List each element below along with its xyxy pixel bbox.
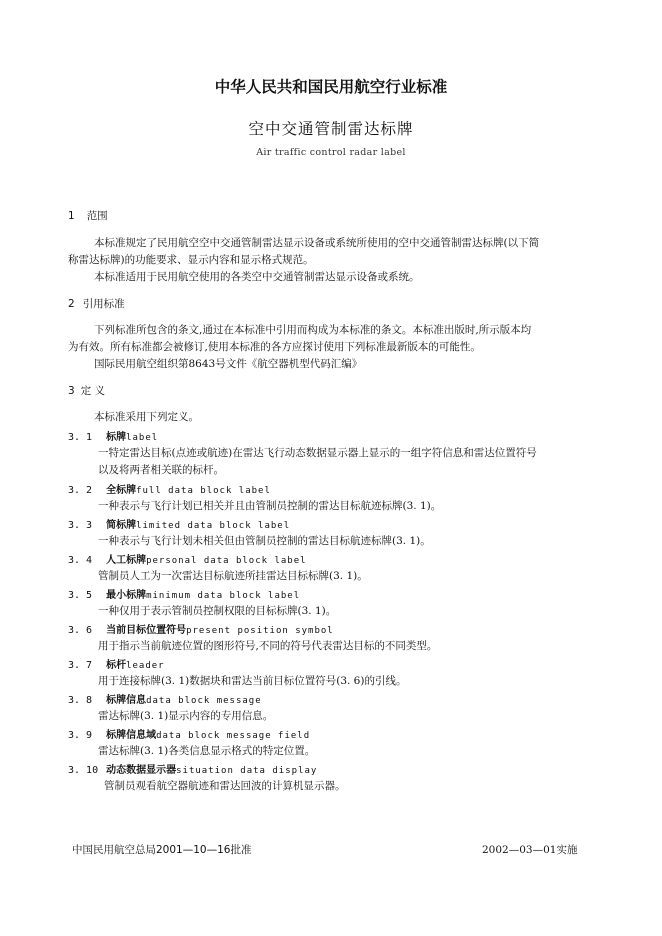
section-heading-scope [68,208,108,223]
definition-number: 3. 6 [68,625,93,636]
section-title: 定 义 [80,385,106,397]
definition-description: 一种仅用于表示管制员控制权限的目标标牌(3. 1)。 [98,605,337,617]
section-title: 范围 [86,210,108,222]
definition-term: 简标牌 [106,520,137,531]
definition-number: 3. 10 [68,765,99,776]
definition-heading [68,428,158,443]
definition-term-english: data block message [146,696,262,706]
section-heading-definitions [68,383,105,398]
standard-category-title: 中华人民共和国民用航空行业标准 [214,78,448,96]
section-title: 引用标准 [82,298,125,310]
effective-date-notice: 2002—03—01实施 [482,844,578,856]
paragraph-line: 本标准规定了民用航空空中交通管制雷达显示设备或系统所使用的空中交通管制雷达标牌(以下简 [94,237,540,249]
section-number: 2 [68,298,75,310]
definition-heading [68,551,307,566]
section-heading-references [68,296,125,311]
approval-notice: 中国民用航空总局2001—10—16批准 [72,844,252,856]
definition-term: 标牌信息域 [106,730,157,741]
definition-heading [68,621,334,636]
definition-term-english: label [126,433,159,443]
definition-term: 标牌信息 [106,695,147,706]
definition-heading [68,761,317,776]
definition-description: 雷达标牌(3. 1)各类信息显示格式的特定位置。 [98,745,316,757]
paragraph-line: 国际民用航空组织第8643号文件《航空器机型代码汇编》 [94,358,363,370]
document-subtitle-english: Air traffic control radar label [256,147,406,158]
definition-number: 3. 5 [68,590,93,601]
definition-term: 人工标牌 [106,555,147,566]
paragraph-line: 下列标准所包含的条文,通过在本标准中引用而构成为本标准的条文。本标准出版时,所示版本均 [94,324,532,336]
definition-term-english: full data block label [136,486,271,496]
definition-term: 最小标牌 [106,590,147,601]
paragraph-line: 本标准采用下列定义。 [94,411,199,423]
definition-heading [68,726,310,741]
definition-description: 一种表示与飞行计划未相关但由管制员控制的雷达目标航迹标牌(3. 1)。 [98,535,431,547]
definition-description: 以及将两者相关联的标杆。 [98,464,224,476]
definition-heading [68,656,165,671]
definition-number: 3. 8 [68,695,93,706]
definition-term: 标牌 [106,432,127,443]
definition-heading [68,586,300,601]
definition-description: 雷达标牌(3. 1)显示内容的专用信息。 [98,710,274,722]
definition-term-english: minimum data block label [146,591,301,601]
definition-number: 3. 1 [68,432,93,443]
paragraph-line: 称雷达标牌)的功能要求、显示内容和显示格式规范。 [68,254,314,266]
definition-term: 全标牌 [106,485,137,496]
section-number: 3 [68,385,75,397]
section-number: 1 [68,210,75,222]
definition-description: 一种表示与飞行计划已相关并且由管制员控制的雷达目标航迹标牌(3. 1)。 [98,500,442,512]
definition-description: 用于连接标牌(3. 1)数据块和雷达当前目标位置符号(3. 6)的引线。 [98,675,407,687]
definition-term-english: present position symbol [186,626,334,636]
document-title: 空中交通管制雷达标牌 [248,120,414,138]
definition-description: 管制员观看航空器航迹和雷达回波的计算机显示器。 [104,780,346,792]
definition-term: 标杆 [106,660,127,671]
definition-number: 3. 3 [68,520,93,531]
definition-number: 3. 7 [68,660,93,671]
definition-term: 动态数据显示器 [106,765,177,776]
definition-description: 一特定雷达目标(点迹或航迹)在雷达飞行动态数据显示器上显示的一组字符信息和雷达位置符号 [98,447,537,459]
definition-number: 3. 4 [68,555,93,566]
definition-term-english: limited data block label [136,521,291,531]
definition-number: 3. 9 [68,730,93,741]
definition-term: 当前目标位置符号 [106,625,187,636]
definition-term-english: personal data block label [146,556,307,566]
definition-heading [68,516,290,531]
definition-description: 管制员人工为一次雷达目标航迹所挂雷达目标标牌(3. 1)。 [98,570,368,582]
definition-heading [68,691,262,706]
paragraph-line: 为有效。所有标准都会被修订,使用本标准的各方应探讨使用下列标准最新版本的可能性。 [68,341,481,353]
definition-number: 3. 2 [68,485,93,496]
definition-term-english: leader [126,661,165,671]
definition-heading [68,481,271,496]
definition-description: 用于指示当前航迹位置的图形符号,不同的符号代表雷达目标的不同类型。 [98,640,438,652]
definition-term-english: data block message field [156,731,311,741]
definition-term-english: situation data display [176,766,318,776]
paragraph-line: 本标准适用于民用航空使用的各类空中交通管制雷达显示设备或系统。 [94,271,420,283]
